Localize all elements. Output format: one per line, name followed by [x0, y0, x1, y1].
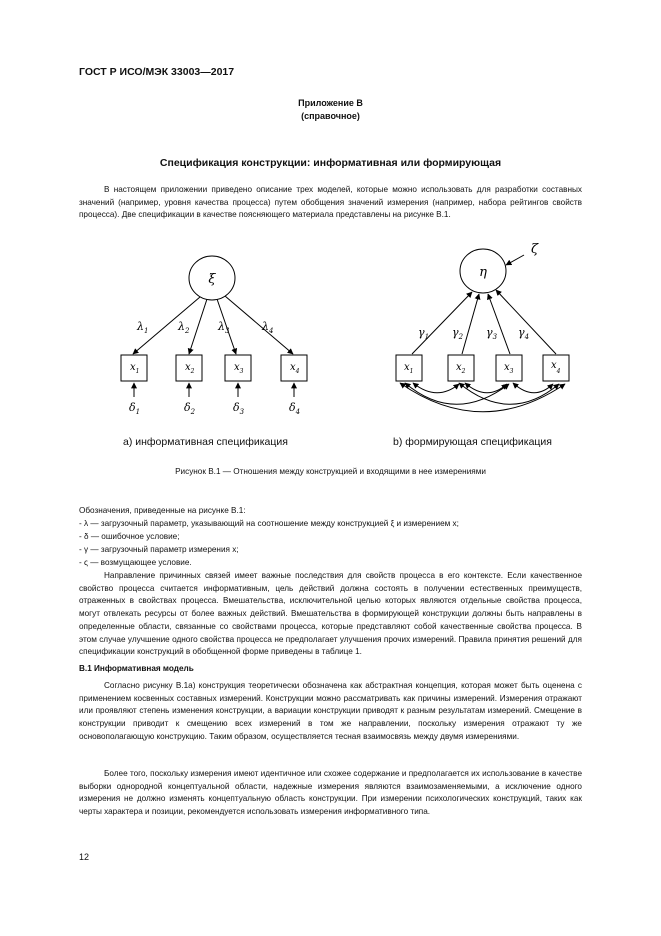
legend-item: - γ — загрузочный параметр измерения x; — [79, 545, 239, 554]
error-label-2: $\delta_2$ — [184, 401, 196, 416]
loading-arrow-2 — [189, 299, 207, 354]
appendix-title: Приложение B — [298, 98, 363, 108]
error-label-4: $\delta_4$ — [289, 401, 301, 416]
loading-label-1: $\lambda_1$ — [137, 320, 149, 335]
legend-item: - ς — возмущающее условие. — [79, 558, 192, 567]
weight-arrow-1 — [412, 292, 472, 354]
legend-item: - λ — загрузочный параметр, указывающий на соотношение между конструкцией ξ и измерением x; — [79, 519, 459, 528]
appendix-subtitle: (справочное) — [301, 111, 360, 121]
formative-indicator-label-3: $x_3$ — [504, 362, 514, 375]
error-label-1: $\delta_1$ — [129, 401, 141, 416]
indicator-label-3: $x_3$ — [234, 362, 244, 375]
indicator-label-4: $x_4$ — [290, 362, 300, 375]
indicator-label-1: $x_1$ — [130, 362, 140, 375]
legend-intro: Обозначения, приведенные на рисунке В.1: — [79, 506, 246, 515]
covariance-curve-2-3 — [465, 383, 507, 393]
b1-paragraph-1: Согласно рисунку В.1а) конструкция теоретически обозначена как абстрактная концепция, которая может быть оценена с применением косвенных составных измерений. Конструкции можно рассматривать как причины измерений. Измерения отражают или проявляют степень изменения конструкции, а вариации конструкции приводят к разным результатам измерений. Смещение в конструкции приводит к смещению всех измерений в том же направлении, поскольку измерения отражают ту же основополагающую конструкцию. Таким образом, осуществляется тесная взаимосвязь между двумя измерениями. — [79, 681, 582, 741]
covariance-curve-1-3 — [405, 383, 509, 404]
page-number: 12 — [79, 852, 90, 862]
weight-arrow-2 — [462, 294, 479, 354]
loading-arrow-4 — [225, 296, 293, 354]
weight-label-2: $\gamma_2$ — [452, 326, 464, 341]
disturbance-arrow — [506, 255, 524, 265]
formative-indicator-label-1: $x_1$ — [404, 362, 414, 375]
latent-eta-label: η — [479, 265, 487, 280]
covariance-curve-1-2 — [413, 383, 459, 393]
weight-label-1: $\gamma_1$ — [418, 326, 430, 341]
loading-label-4: $\lambda_4$ — [262, 320, 274, 335]
b1-paragraph-2: Более того, поскольку измерения имеют идентичное или схожее содержание и предполагается их использование в качестве выборки однородной концептуальной области, надежные измерения являются взаимозаменяемыми, а исключение одного измерения не должно изменять концептуальную область конструкции. При измерении психологических конструкций, таких как черты характера и позиции, рекомендуется использовать измерения информативного типа. — [79, 769, 582, 817]
caption-reflective: а) информативная спецификация — [123, 436, 288, 448]
indicator-label-2: $x_2$ — [185, 362, 195, 375]
weight-label-3: $\gamma_3$ — [486, 326, 498, 341]
weight-arrow-4 — [496, 290, 556, 354]
loading-label-3: $\lambda_3$ — [218, 320, 230, 335]
covariance-curve-3-4 — [513, 383, 553, 393]
caption-formative: b) формирующая спецификация — [393, 436, 552, 448]
disturbance-label: ζ — [531, 242, 539, 257]
latent-xi-label: ξ — [208, 272, 216, 287]
formative-indicator-label-4: $x_4$ — [551, 360, 561, 375]
figure-caption: Рисунок В.1 — Отношения между конструкцией и входящими в нее измерениями — [175, 467, 486, 476]
covariance-curve-1-4 — [400, 383, 565, 412]
direction-paragraph: Направление причинных связей имеет важные последствия для свойств процесса в его контексте. Если качественное свойство процесса считается информативным, цель действий должна состоять в получении естественных преимуществ, отраженных в свойствах процесса. Вмешательства, исключительной целью которых являются отдельные свойства процесса, могут отвлекать ресурсы от более важных действий. Вмешательства в формирующей конструкции должны быть направлены в определенные области, связанные со свойствами процесса, которые представляют собой качественные свойства процесса. В этом случае улучшение одного свойства процесса не предполагает улучшения прочих измерений. Правила принятия решений для спецификации конструкций в обобщенной форме приведены в таблице 1. — [79, 571, 582, 657]
formative-indicator-label-2: $x_2$ — [456, 362, 466, 375]
covariance-curve-2-4 — [459, 383, 559, 404]
legend-item: - δ — ошибочное условие; — [79, 532, 180, 541]
subsection-heading: В.1 Информативная модель — [79, 664, 194, 673]
weight-arrow-3 — [488, 294, 510, 354]
intro-paragraph: В настоящем приложении приведено описание трех моделей, которые можно использовать для разработки составных значений (например, уровня качества процесса) путем обобщения значений измерения (например, набора рейтингов свойств процесса). Две спецификации в качестве поясняющего материала представлены на рисунке В.1. — [79, 185, 582, 220]
loading-label-2: $\lambda_2$ — [178, 320, 190, 335]
section-title: Спецификация конструкции: информативная или формирующая — [159, 157, 502, 169]
error-label-3: $\delta_3$ — [233, 401, 245, 416]
document-header: ГОСТ Р ИСО/МЭК 33003—2017 — [79, 66, 235, 78]
weight-label-4: $\gamma_4$ — [518, 326, 530, 341]
